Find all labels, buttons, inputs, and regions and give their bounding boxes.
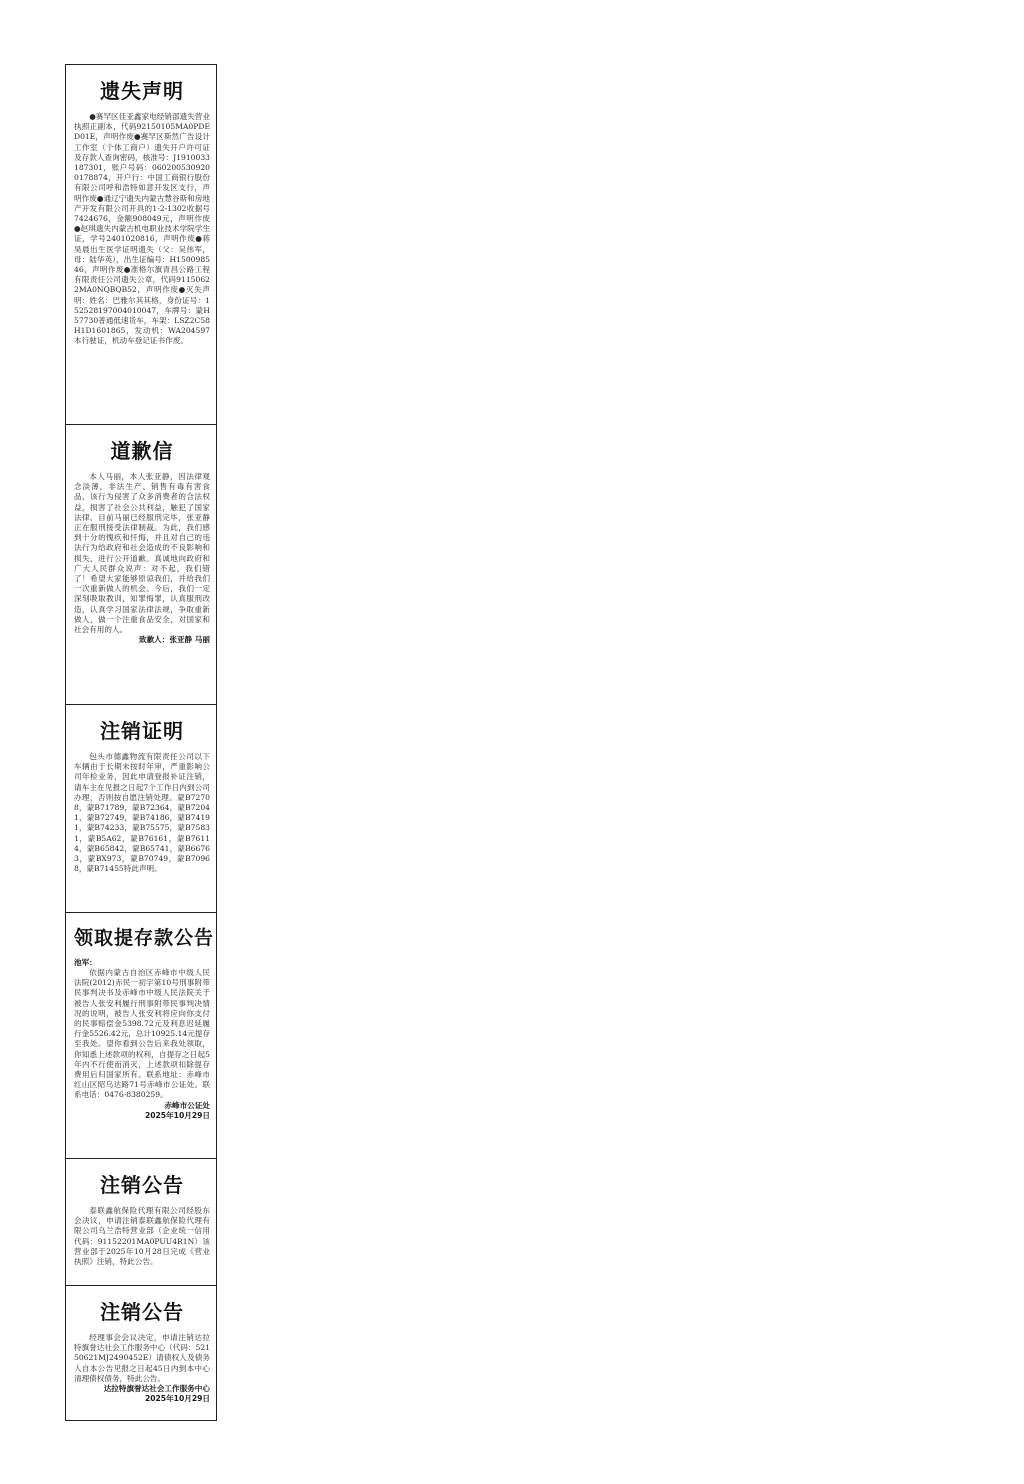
notice-title: 道歉信 (110, 439, 174, 463)
notice-cancellation-certificate (66, 705, 216, 913)
notice-body: 泰联鑫航保险代理有限公司经股东会决议，申请注销泰联鑫航保险代理有限公司乌兰浩特营业部（企业统一信用代码：91152201MA0PUU4R1N）该营业部于2025年10月28日完成《营业执照》注销，特此公告。 (74, 1206, 210, 1267)
notice-deregistration-1 (66, 1159, 216, 1286)
notice-salutation: 池军： (74, 958, 97, 967)
notice-title: 遗失声明 (100, 79, 184, 103)
notice-body: 包头市德鑫物流有限责任公司以下车辆由于长期未按时年审，严重影响公司年检业务，因此申请登报补证注销，请车主在见报之日起7个工作日内到公司办理，否则按自愿注销处理。蒙B72708，蒙B71789，蒙B72364，蒙B72041，蒙B72749，蒙B74186，蒙B74191，蒙B74233，蒙B75575，蒙B75831，蒙B5A62，蒙B76161，蒙B76114，蒙B65842，蒙B65741，蒙B66763，蒙BX973，蒙B70749，蒙B70968，蒙B71455特此声明。 (74, 752, 210, 874)
notice-body: ●赛罕区佳亚鑫家电经销部遗失营业执照正副本，代码92150105MA0PDED01E，声明作废●赛罕区斯然广告设计工作室（个体工商户）遗失开户许可证及存款人查询密码，核准号：J1910033187301，账户号码：0602005309200178874，开户行：中国工商银行股份有限公司呼和浩特如意开发区支行，声明作废●通辽宁遗失内蒙古慧谷斯和房地产开发有限公司开具的1-2-1302收据号7424676，金额908049元，声明作废●赵琪遗失内蒙古机电职业技术学院学生证，学号2401020816，声明作废●蒋昊晨出生医学证明遗失（父：吴伟军，母：陆华英），出生证编号：H150098546，声明作废●准格尔旗青昌公路工程有限责任公司遗失公章，代码91150622MA0NQBQB52，声明作废●灭失声明：姓名：巴雅尔其其格，身份证号：152528197004010047，车牌号：蒙H57730普通低速货车，车架：LSZ2C58H1D1601865，发动机：WA204597本行驶证，机动车登记证书作废。 (74, 112, 210, 346)
notice-body: 经理事会会议决定，申请注销达拉特旗誉达社会工作服务中心（代码：52150621MJ2490452E）请债权人及债务人自本公告见报之日起45日内到本中心清理债权债务，特此公告。 (74, 1333, 210, 1383)
notice-apology-letter (66, 425, 216, 705)
notice-title: 注销公告 (100, 1173, 184, 1197)
notice-title: 领取提存款公告 (74, 927, 215, 949)
notice-signature: 致歉人：张亚静 马丽 (139, 635, 210, 645)
notice-signature-date: 2025年10月29日 (144, 1394, 210, 1404)
notice-lost-declaration (66, 65, 216, 425)
notice-title: 注销公告 (100, 1300, 184, 1324)
notice-deregistration-2 (66, 1286, 216, 1420)
notice-body: 依据内蒙古自治区赤峰市中级人民法院(2012)赤民一初字第10号刑事附带民事判决书及赤峰市中级人民法院关于被告人张安利履行刑事附带民事判决情况的说明，被告人张安利将应向你支付的民事赔偿金5398.72元及利息迟延履行金5526.42元，总计10925.14元提存至我处。望你看到公告后来我处领取，你知悉上述款项的权利，自提存之日起5年内不行使而消灭，上述款项扣除提存费用后归国家所有。联系地址：赤峰市红山区昭乌达路71号赤峰市公证处。联系电话：0476-8380259。 (74, 968, 210, 1100)
notices-column (65, 64, 217, 1421)
notice-escrow-claim (66, 913, 216, 1159)
notice-signature-date: 2025年10月29日 (144, 1110, 210, 1120)
notice-title: 注销证明 (100, 719, 184, 743)
notice-signature-org: 赤峰市公证处 (164, 1100, 210, 1110)
notice-signature-org: 达拉特旗誉达社会工作服务中心 (103, 1384, 210, 1394)
notice-body: 本人马丽，本人张亚静，因法律观念淡薄，非法生产、销售有毒有害食品，该行为侵害了众多消费者的合法权益，损害了社会公共利益，触犯了国家法律，目前马丽已经服刑完毕，张亚静正在服刑接受法律制裁。为此，我们感到十分的愧疚和忏悔，并且对自己的违法行为给政府和社会造成的不良影响和损失，进行公开道歉。真诚地向政府和广大人民群众说声：对不起，我们错了！希望大家能够原谅我们，并给我们一次重新做人的机会。今后，我们一定深刻吸取教训，知罪悔罪，认真服刑改造，认真学习国家法律法规，争取重新做人，做一个注重食品安全，对国家和社会有用的人。 (74, 472, 210, 635)
